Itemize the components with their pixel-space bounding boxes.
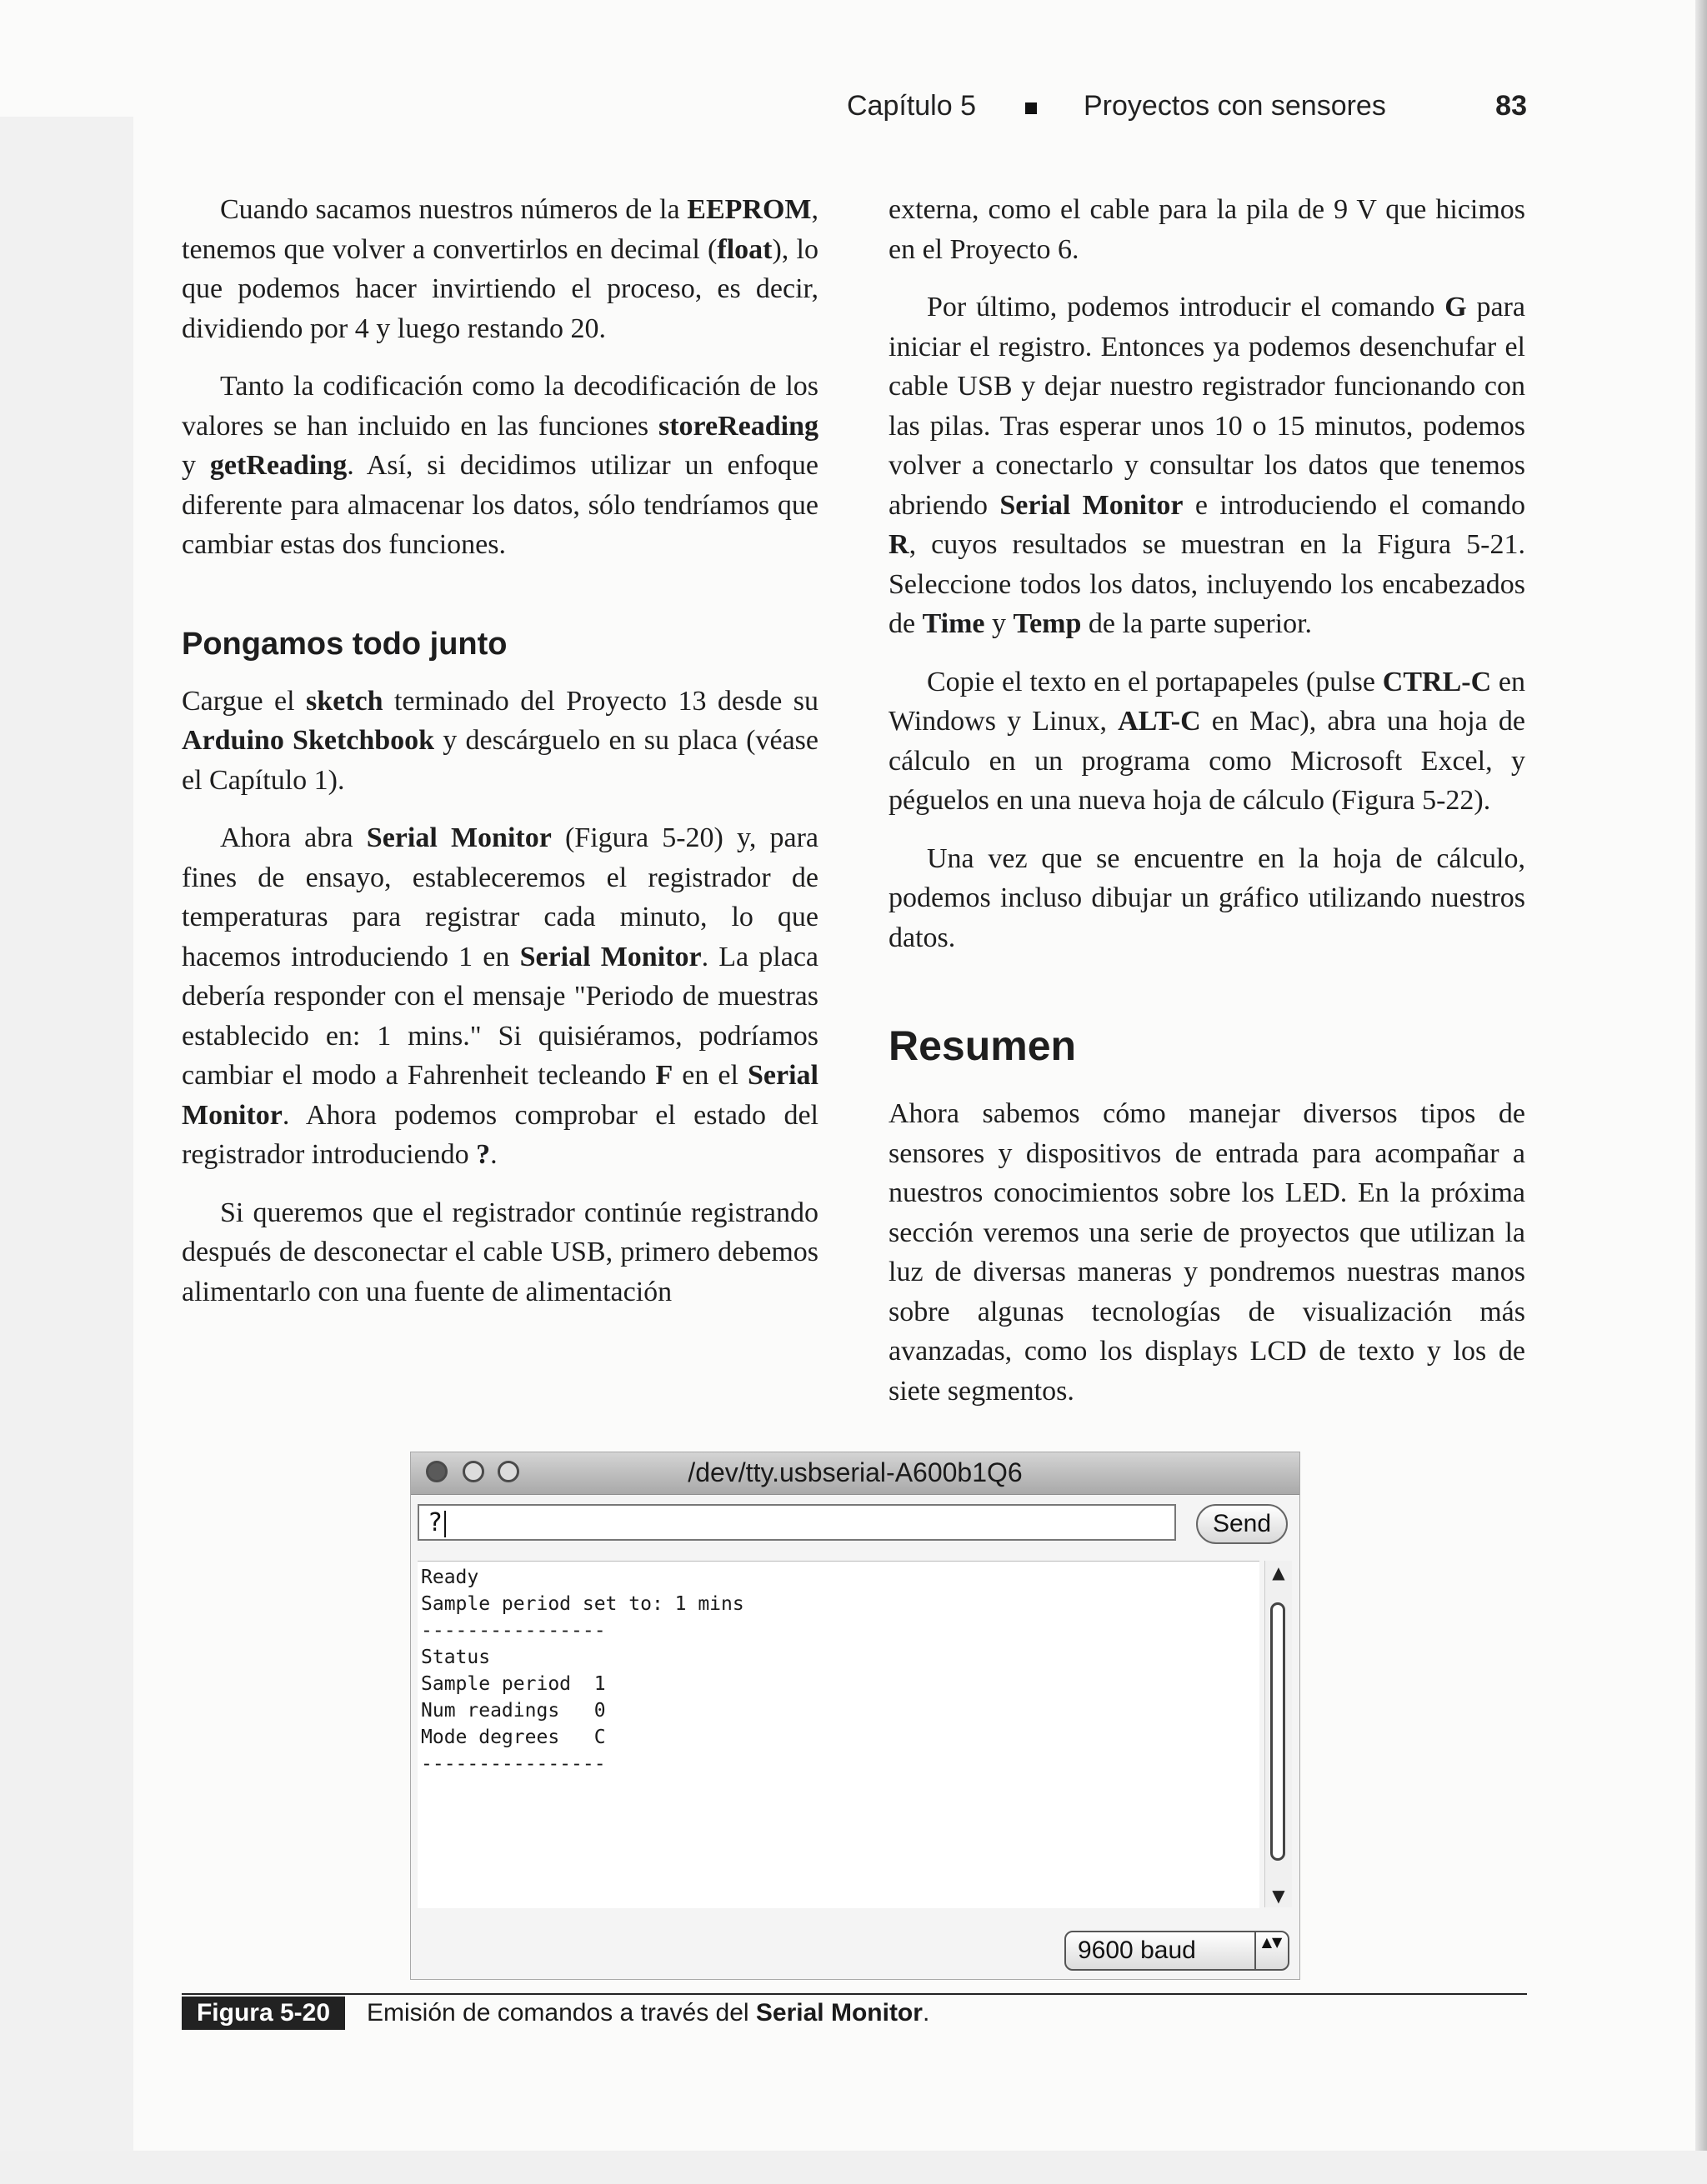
output-line: Mode degrees C bbox=[421, 1727, 606, 1748]
serial-monitor-window bbox=[410, 1452, 1300, 1980]
output-line: Sample period set to: 1 mins bbox=[421, 1593, 744, 1615]
output-line: ---------------- bbox=[421, 1620, 606, 1642]
select-arrows-icon: ▲▼ bbox=[1254, 1932, 1288, 1969]
paragraph-summary: Ahora sabemos cómo manejar diversos tipos de sensores y dispositivos de entrada para acompañar a nuestros conocimientos sobre los LED. En la próxima sección veremos una serie de proyectos que utilizan la luz de diversas maneras y pondremos nuestras manos sobre algunas tecnologías de visualización más avanzadas, como los displays LCD de texto y los de siete segmentos. bbox=[889, 1098, 1525, 1407]
output-line: ---------------- bbox=[421, 1753, 606, 1775]
text-caret bbox=[444, 1511, 446, 1537]
serial-output-area[interactable] bbox=[418, 1561, 1259, 1908]
figure-label: Figura 5-20 bbox=[182, 1997, 345, 2030]
baud-rate-value: 9600 baud bbox=[1078, 1937, 1196, 1964]
output-line: Sample period 1 bbox=[421, 1673, 606, 1695]
paragraph-chart: Una vez que se encuentre en la hoja de cálculo, podemos incluso dibujar un gráfico utilizando nuestros datos. bbox=[889, 842, 1525, 953]
paragraph-disconnect-usb: Si queremos que el registrador continúe registrando después de desconectar el cable USB, primero debemos alimentarlo con una fuente de alimentación bbox=[182, 1197, 818, 1307]
vertical-scrollbar[interactable] bbox=[1264, 1561, 1292, 1907]
section-heading-summary: Resumen bbox=[889, 1022, 1077, 1069]
output-line: Status bbox=[421, 1647, 491, 1668]
running-head-chapter: Capítulo 5 bbox=[847, 90, 976, 122]
paragraph-upload-sketch: Cargue el sketch terminado del Proyecto 13 desde su Arduino Sketchbook y descárguelo en su placa (véase el Capítulo 1). bbox=[182, 685, 818, 796]
scroll-thumb[interactable] bbox=[1270, 1602, 1285, 1861]
subheading-put-together: Pongamos todo junto bbox=[182, 626, 508, 662]
command-input[interactable] bbox=[418, 1504, 1176, 1541]
paragraph-open-monitor: Ahora abra Serial Monitor (Figura 5-20) y, para fines de ensayo, estableceremos el registrador de temperaturas para registrar cada minuto, lo que hacemos introduciendo 1 en Serial Monitor. La placa debería responder con el mensaje "Periodo de muestras establecido en: 1 mins." Si quisiéramos, podríamos cambiar el modo a Fahrenheit tecleando F en el Serial Monitor. Ahora podemos comprobar el estado del registrador introduciendo ?. bbox=[182, 822, 818, 1170]
paragraph-start-logging: Por último, podemos introducir el comando G para iniciar el registro. Entonces ya podemos desenchufar el cable USB y dejar nuestro registrador funcionando con las pilas. Tras esperar unos 10 o 15 minutos, podemos volver a conectarlo y consultar los datos que tenemos abriendo Serial Monitor e introduciendo el comando R, cuyos resultados se muestran en la Figura 5-21. Seleccione todos los datos, incluyendo los encabezados de Time y Temp de la parte superior. bbox=[889, 292, 1526, 639]
output-line: Num readings 0 bbox=[421, 1700, 606, 1722]
caption-rule bbox=[182, 1993, 1527, 1995]
window-title: /dev/tty.usbserial-A600b1Q6 bbox=[688, 1457, 1023, 1487]
page-number: 83 bbox=[1495, 90, 1527, 122]
running-head bbox=[750, 90, 1527, 132]
right-column bbox=[889, 190, 1525, 1429]
left-column bbox=[182, 190, 818, 1330]
figure-caption: Emisión de comandos a través del Serial Monitor. bbox=[367, 1999, 930, 2027]
baud-rate-select[interactable] bbox=[1064, 1931, 1289, 1971]
paragraph-functions: Tanto la codificación como la decodificación de los valores se han incluido en las funciones storeReading y getReading. Así, si decidimos utilizar un enfoque diferente para almacenar los datos, sólo tendríamos que cambiar estas dos funciones. bbox=[182, 371, 819, 560]
command-input-value: ? bbox=[428, 1508, 443, 1537]
page-margin-shade bbox=[0, 117, 133, 2184]
scroll-up-icon[interactable]: ▲ bbox=[1272, 1562, 1285, 1582]
page-bottom-shade bbox=[0, 2151, 1707, 2184]
running-head-title: Proyectos con sensores bbox=[1084, 90, 1386, 122]
send-button[interactable]: Send bbox=[1196, 1504, 1288, 1544]
paragraph-copy-spreadsheet: Copie el texto en el portapapeles (pulse CTRL-C en Windows y Linux, ALT-C en Mac), abra una hoja de cálculo en un programa como Microsoft Excel, y péguelos en una nueva hoja de cálculo (Figura 5-22). bbox=[889, 666, 1526, 816]
paragraph-eeprom-decode: Cuando sacamos nuestros números de la EEPROM, tenemos que volver a convertirlos en decimal (float), lo que podemos hacer invirtiendo el proceso, es decir, dividiendo por 4 y luego restando 20. bbox=[182, 194, 818, 344]
scroll-down-icon[interactable]: ▼ bbox=[1272, 1886, 1285, 1906]
page-edge-strip bbox=[1695, 0, 1707, 2184]
paragraph-battery-continued: externa, como el cable para la pila de 9 V que hicimos en el Proyecto 6. bbox=[889, 194, 1525, 265]
window-titlebar[interactable] bbox=[411, 1452, 1299, 1495]
output-line: Ready bbox=[421, 1567, 479, 1588]
square-bullet-icon bbox=[1025, 102, 1037, 114]
